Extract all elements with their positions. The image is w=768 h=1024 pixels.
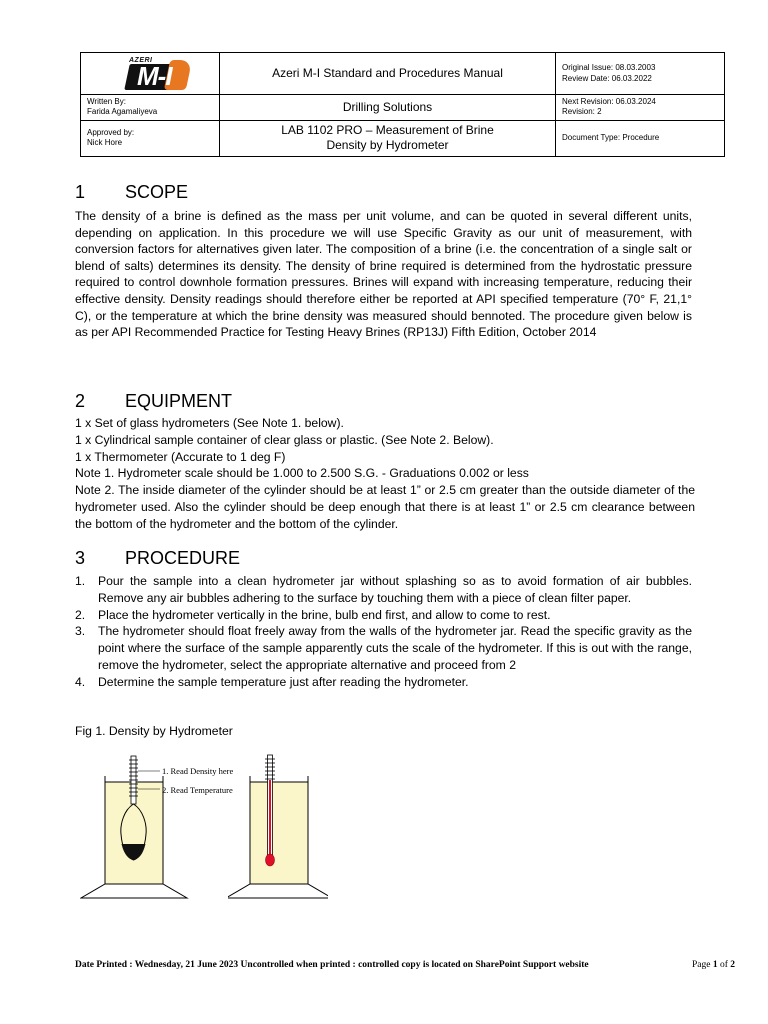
procedure-steps bbox=[75, 573, 692, 691]
document-title: LAB 1102 PRO – Measurement of Brine Density by Hydrometer bbox=[220, 120, 556, 156]
equipment-number: 2 bbox=[75, 391, 86, 411]
department-title: Drilling Solutions bbox=[220, 95, 556, 121]
step-text: Determine the sample temperature just after reading the hydrometer. bbox=[98, 674, 469, 689]
equipment-line: 1 x Set of glass hydrometers (See Note 1. below). bbox=[75, 416, 344, 430]
page-of: of bbox=[719, 960, 728, 970]
scope-heading bbox=[75, 182, 188, 203]
equipment-title: EQUIPMENT bbox=[125, 391, 233, 411]
revision-number: Revision: 2 bbox=[562, 107, 602, 117]
equipment-line: Note 1. Hydrometer scale should be 1.000 to 2.500 S.G. - Graduations 0.002 or less bbox=[75, 466, 529, 481]
document-type: Document Type: Procedure bbox=[556, 120, 725, 156]
thermometer-cylinder bbox=[228, 776, 328, 898]
written-by-cell bbox=[81, 95, 220, 121]
procedure-step bbox=[75, 573, 692, 607]
page-prefix: Page bbox=[691, 960, 711, 970]
equipment-line: Note 2. The inside diameter of the cylinder should be at least 1” or 2.5 cm greater than the outside diameter of the hydrometer used. Also the cylinder should be deep enough that there is at least 1” or 2.5 cm clearance between the bottom of the hydrometer and the bottom of the cylinder. bbox=[75, 483, 695, 531]
scope-number: 1 bbox=[75, 182, 86, 202]
manual-title: Azeri M-I Standard and Procedures Manual bbox=[220, 53, 556, 95]
procedure-number: 3 bbox=[75, 548, 86, 568]
equipment-line: 1 x Thermometer (Accurate to 1 deg F) bbox=[75, 449, 286, 464]
issue-dates-cell bbox=[556, 53, 725, 95]
procedure-title: PROCEDURE bbox=[125, 548, 241, 568]
written-by-label: Written By: bbox=[87, 97, 126, 106]
cylinder-base bbox=[228, 884, 328, 898]
page-indicator bbox=[692, 960, 735, 970]
approved-by-label: Approved by: bbox=[87, 127, 135, 137]
cylinder-base bbox=[81, 884, 187, 898]
step-text: Pour the sample into a clean hydrometer jar without splashing so as to avoid formation of air bubbles. Remove any air bubbles adhering to the surface by touching them with a piece of clean filter paper. bbox=[98, 574, 692, 605]
revision-cell bbox=[556, 95, 725, 121]
approved-by-name: Nick Hore bbox=[87, 138, 123, 148]
scope-title: SCOPE bbox=[125, 182, 189, 202]
review-date: Review Date: 06.03.2022 bbox=[562, 73, 652, 83]
thermometer-figure bbox=[228, 750, 328, 910]
thermometer-bulb bbox=[266, 854, 275, 866]
procedure-step bbox=[75, 607, 692, 624]
step-number: 2. bbox=[75, 607, 86, 622]
footer-text: Date Printed : Wednesday, 21 June 2023 Uncontrolled when printed : controlled copy is located on SharePoint Support website bbox=[75, 960, 589, 970]
step-number: 4. bbox=[75, 674, 86, 689]
brine-liquid bbox=[250, 782, 308, 884]
figure-caption: Fig 1. Density by Hydrometer bbox=[75, 724, 233, 738]
equipment-heading bbox=[75, 391, 232, 412]
procedure-heading bbox=[75, 548, 240, 569]
logo-mi-text: M-I bbox=[137, 60, 172, 91]
approved-by-cell bbox=[81, 120, 220, 156]
written-by-name: Farida Agamaliyeva bbox=[87, 107, 158, 117]
logo-azeri-text: AZERI bbox=[129, 56, 153, 64]
step-text: Place the hydrometer vertically in the brine, bulb end first, and allow to come to rest. bbox=[98, 607, 551, 622]
original-issue: Original Issue: 08.03.2003 bbox=[562, 63, 656, 73]
next-revision: Next Revision: 06.03.2024 bbox=[562, 97, 656, 106]
equipment-line: 1 x Cylindrical sample container of clear glass or plastic. (See Note 2. Below). bbox=[75, 432, 494, 447]
step-number: 1. bbox=[75, 574, 86, 588]
procedure-step bbox=[75, 674, 692, 691]
step-text: The hydrometer should float freely away from the walls of the hydrometer jar. Read the specific gravity as the point where the surface of the sample apparently cuts the scale of the hydrometer. If this is out with the range, remove the hydrometer, select the appropriate alternative and proceed from 2 bbox=[98, 624, 692, 672]
page-number: 1 bbox=[712, 960, 718, 970]
label-read-density: 1. Read Density here bbox=[162, 766, 234, 776]
step-number: 3. bbox=[75, 624, 86, 639]
label-read-temperature: 2. Read Temperature bbox=[162, 785, 233, 795]
page-footer bbox=[75, 960, 735, 970]
document-header-table bbox=[80, 52, 725, 157]
logo-cell bbox=[81, 53, 220, 95]
scope-paragraph: The density of a brine is defined as the mass per unit volume, and can be quoted in several different units, depending on application. In this procedure we will use Specific Gravity as our unit of measurement, with conversion factors for alternatives given later. The composition of a brine (i.e. the concentration of a single salt or blend of salts) determines its density. The density of brine required is determined from the hydrostatic pressure required to control downhole formation pressures. Brines will expand with increasing temperature, reducing their effective density. Density readings should therefore either be reported at API specified temperature (70° F, 21,1° C), or the temperature at which the brine density was measured should bennoted. The procedure given below is as per API Recommended Practice for Testing Heavy Brines (RP13J) Fifth Edition, October 2014 bbox=[75, 209, 692, 340]
azeri-mi-logo bbox=[123, 56, 199, 92]
procedure-step bbox=[75, 623, 692, 673]
equipment-list bbox=[75, 415, 695, 533]
page-total: 2 bbox=[730, 960, 735, 970]
